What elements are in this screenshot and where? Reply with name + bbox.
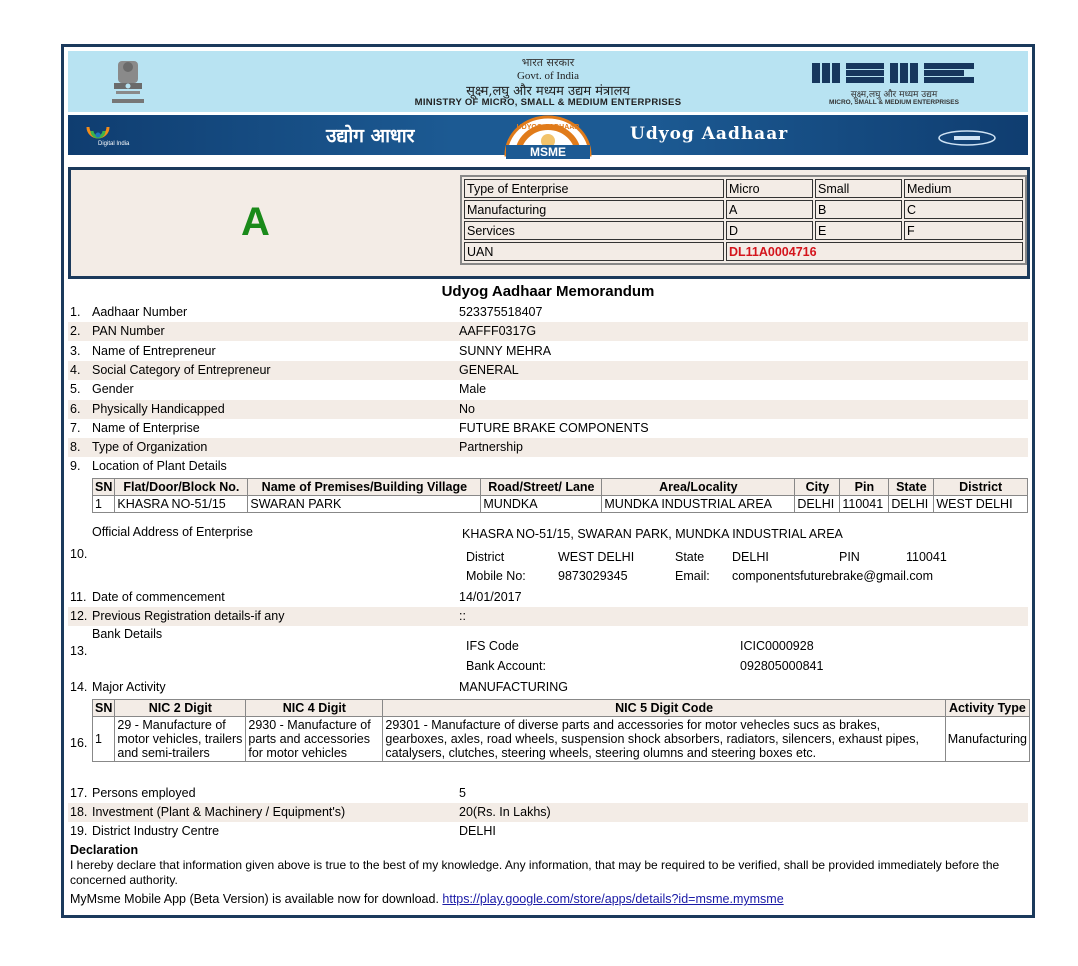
nic-header-row xyxy=(93,700,1030,717)
certificate-frame xyxy=(61,44,1035,918)
detail-row xyxy=(68,342,1028,361)
row-value: GENERAL xyxy=(459,362,519,377)
major-activity-row xyxy=(68,678,1028,697)
partner-logo-icon xyxy=(936,129,998,147)
plant-row xyxy=(93,496,1028,513)
row-value: :: xyxy=(459,609,466,623)
category-row xyxy=(464,200,1023,219)
certificate-body xyxy=(68,51,1028,911)
digital-india-text: Digital India xyxy=(98,141,130,147)
row-label: Date of commencement xyxy=(92,590,225,604)
pin-label: PIN xyxy=(839,550,860,564)
detail-row xyxy=(68,322,1028,341)
commencement-row xyxy=(68,588,1028,607)
detail-row xyxy=(68,784,1028,803)
category-letter: A xyxy=(241,200,270,244)
plant-header: Area/Locality xyxy=(602,479,795,496)
row-value: AAFFF0317G xyxy=(459,324,537,339)
row-number: 17. xyxy=(70,786,88,800)
nic-header: SN xyxy=(93,700,115,717)
detail-row xyxy=(68,457,1028,476)
app-notice xyxy=(70,892,1020,907)
detail-row xyxy=(68,400,1028,419)
state-value: DELHI xyxy=(732,550,769,564)
app-notice-text: MyMsme Mobile App (Beta Version) is available now for download. xyxy=(70,892,443,906)
category-cell: Manufacturing xyxy=(464,200,724,219)
plant-cell: DELHI xyxy=(889,496,934,513)
plant-header: Road/Street/ Lane xyxy=(481,479,602,496)
plant-header-row xyxy=(93,479,1028,496)
row-value: 5 xyxy=(459,786,466,800)
mobile-value: 9873029345 xyxy=(558,569,628,583)
row-label: Previous Registration details-if any xyxy=(92,609,285,623)
nic-cell: 2930 - Manufacture of parts and accessories for motor vehicles xyxy=(246,717,383,762)
ministry-hindi: सूक्ष्म,लघु और मध्यम उद्यम मंत्रालय xyxy=(466,84,630,99)
row-number: 4. xyxy=(70,362,81,377)
plant-cell: 1 xyxy=(93,496,115,513)
nic-code-table xyxy=(92,699,1030,762)
category-cell: A xyxy=(726,200,813,219)
category-cell: B xyxy=(815,200,902,219)
row-number: 14. xyxy=(70,680,88,694)
ifs-label: IFS Code xyxy=(466,639,519,653)
category-cell: Micro xyxy=(726,179,813,198)
row-number: 1. xyxy=(70,305,81,319)
detail-row xyxy=(68,419,1028,438)
row-number: 16. xyxy=(70,736,88,750)
msme-logo-icon xyxy=(812,61,976,85)
row-value: SUNNY MEHRA xyxy=(459,343,552,358)
detail-row xyxy=(68,803,1028,822)
row-label: Aadhaar Number xyxy=(92,305,188,319)
row-label: Persons employed xyxy=(92,786,196,800)
row-label: Gender xyxy=(92,382,134,397)
detail-row xyxy=(68,380,1028,399)
row-label: Physically Handicapped xyxy=(92,401,225,416)
account-label: Bank Account: xyxy=(466,659,546,673)
row-label: Social Category of Entrepreneur xyxy=(92,362,271,377)
row-label: Name of Enterprise xyxy=(92,420,200,435)
nic-header: NIC 5 Digit Code xyxy=(383,700,945,717)
row-number: 19. xyxy=(70,824,88,838)
declaration-text: I hereby declare that information given above is true to the best of my knowledge. Any information, that may be required to be verified, shall be provided immediately before the concerned authority. xyxy=(70,858,1000,887)
plant-header: Name of Premises/Building Village xyxy=(248,479,481,496)
ministry-banner xyxy=(68,51,1028,112)
row-label: Investment (Plant & Machinery / Equipment's) xyxy=(92,805,346,819)
row-label: Location of Plant Details xyxy=(92,459,227,474)
row-number: 8. xyxy=(70,440,81,455)
plant-header: State xyxy=(889,479,934,496)
pin-value: 110041 xyxy=(906,550,947,564)
plant-header: City xyxy=(795,479,840,496)
detail-row xyxy=(68,822,1028,841)
bank-label: Bank Details xyxy=(92,627,163,641)
nic-cell: 29 - Manufacture of motor vehicles, trailers and semi-trailers xyxy=(115,717,246,762)
previous-registration-row xyxy=(68,607,1028,626)
msme-hindi-text: सूक्ष्म,लघु और मध्यम उद्यम xyxy=(850,90,938,100)
ministry-english: MINISTRY OF MICRO, SMALL & MEDIUM ENTERPRISES xyxy=(414,97,682,108)
row-value: Partnership xyxy=(459,440,523,455)
row-number: 13. xyxy=(70,644,88,658)
plant-header: Pin xyxy=(840,479,889,496)
row-number: 12. xyxy=(70,609,88,623)
plant-cell: MUNDKA INDUSTRIAL AREA xyxy=(602,496,795,513)
ifs-value: ICIC0000928 xyxy=(740,639,814,653)
plant-header: SN xyxy=(93,479,115,496)
row-value: No xyxy=(459,401,475,416)
govt-english: Govt. of India xyxy=(516,70,579,82)
category-table xyxy=(460,175,1027,265)
udyog-aadhaar-hindi: उद्योग आधार xyxy=(326,125,415,147)
nic-header: NIC 4 Digit xyxy=(246,700,383,717)
row-number: 11. xyxy=(70,590,87,604)
plant-cell: MUNDKA xyxy=(481,496,602,513)
email-value: componentsfuturebrake@gmail.com xyxy=(732,569,933,583)
plant-header: Flat/Door/Block No. xyxy=(115,479,248,496)
detail-row xyxy=(68,438,1028,457)
row-label: Major Activity xyxy=(92,680,166,694)
detail-row xyxy=(68,303,1028,322)
category-cell: E xyxy=(815,221,902,240)
category-cell: Services xyxy=(464,221,724,240)
nic-cell: 29301 - Manufacture of diverse parts and accessories for motor vehecles sucs as brakes, gearboxes, axles, road wheels, suspension shock absorbers, radiators, silencers, exhaust pipes, catalysers, clutches, steering wheels, steering olumns and steering boxes etc. xyxy=(383,717,945,762)
govt-hindi: भारत सरकार xyxy=(521,56,575,69)
category-cell: Type of Enterprise xyxy=(464,179,724,198)
row-number: 3. xyxy=(70,343,81,358)
seal-ring-text: UDYOG AADHAAR xyxy=(516,124,580,131)
row-label: District Industry Centre xyxy=(92,824,220,838)
email-label: Email: xyxy=(675,569,710,583)
plant-cell: 110041 xyxy=(840,496,889,513)
plant-location-table xyxy=(92,478,1028,513)
plant-cell: KHASRA NO-51/15 xyxy=(115,496,248,513)
udyog-aadhaar-seal-icon xyxy=(496,115,600,161)
uan-label: UAN xyxy=(464,242,724,261)
category-cell: D xyxy=(726,221,813,240)
nic-header: Activity Type xyxy=(945,700,1029,717)
row-number: 10. xyxy=(70,547,88,561)
row-value: 523375518407 xyxy=(459,305,543,319)
plant-cell: SWARAN PARK xyxy=(248,496,481,513)
account-value: 092805000841 xyxy=(740,659,824,673)
category-cell: C xyxy=(904,200,1023,219)
nic-row xyxy=(93,717,1030,762)
category-cell: F xyxy=(904,221,1023,240)
row-number: 2. xyxy=(70,324,81,339)
row-value: FUTURE BRAKE COMPONENTS xyxy=(459,420,649,435)
memorandum-title: Udyog Aadhaar Memorandum xyxy=(441,283,655,300)
row-number: 6. xyxy=(70,401,81,416)
msme-english-text: MICRO, SMALL & MEDIUM ENTERPRISES xyxy=(829,99,959,106)
row-value: Male xyxy=(459,382,487,397)
nic-cell: 1 xyxy=(93,717,115,762)
declaration-title: Declaration xyxy=(70,843,139,857)
enterprise-category-box xyxy=(68,167,1030,279)
row-number: 5. xyxy=(70,382,81,397)
row-number: 18. xyxy=(70,805,88,819)
row-label: Type of Organization xyxy=(92,440,208,455)
category-row xyxy=(464,179,1023,198)
plant-cell: WEST DELHI xyxy=(934,496,1028,513)
nic-cell: Manufacturing xyxy=(945,717,1029,762)
row-label: PAN Number xyxy=(92,324,165,339)
district-value: WEST DELHI xyxy=(558,550,635,564)
district-label: District xyxy=(466,550,505,564)
plant-cell: DELHI xyxy=(795,496,840,513)
row-value: DELHI xyxy=(459,824,496,838)
row-value: MANUFACTURING xyxy=(459,680,569,694)
row-label: Name of Entrepreneur xyxy=(92,343,216,358)
app-download-link[interactable]: https://play.google.com/store/apps/details?id=msme.mymsme xyxy=(442,892,784,906)
uan-value: DL11A0004716 xyxy=(726,242,1023,261)
category-cell: Medium xyxy=(904,179,1023,198)
address-label: Official Address of Enterprise xyxy=(92,525,253,539)
row-value: 20(Rs. In Lakhs) xyxy=(459,805,551,819)
detail-row xyxy=(68,361,1028,380)
udyog-aadhaar-title: Udyog Aadhaar xyxy=(630,124,789,144)
seal-msme-text: MSME xyxy=(530,145,566,159)
address-line: KHASRA NO-51/15, SWARAN PARK, MUNDKA INDUSTRIAL AREA xyxy=(462,527,843,541)
category-cell: Small xyxy=(815,179,902,198)
row-value: 14/01/2017 xyxy=(459,590,522,604)
row-number: 7. xyxy=(70,420,81,435)
state-label: State xyxy=(675,550,705,564)
category-row xyxy=(464,221,1023,240)
nic-header: NIC 2 Digit xyxy=(115,700,246,717)
uan-row xyxy=(464,242,1023,261)
mobile-label: Mobile No: xyxy=(466,569,526,583)
plant-header: District xyxy=(934,479,1028,496)
row-number: 9. xyxy=(70,459,81,474)
